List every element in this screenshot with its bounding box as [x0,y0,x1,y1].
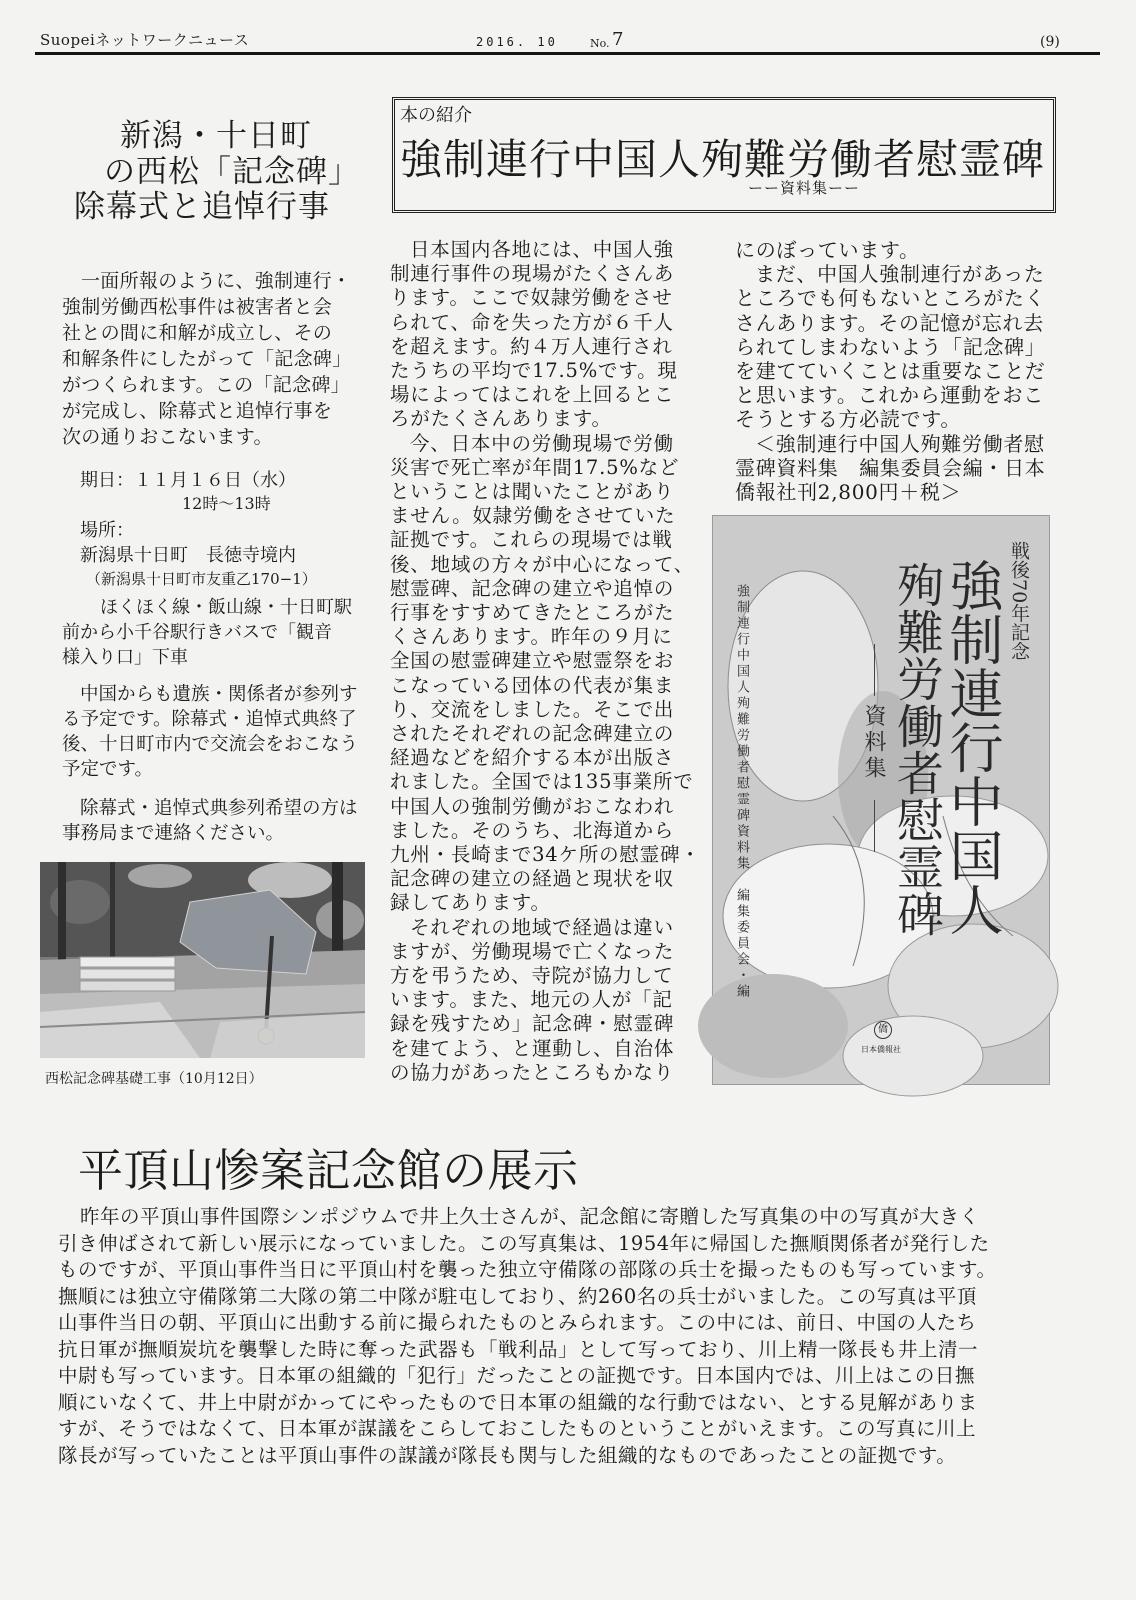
review-text-line: まだ、中国人強制連行があった [755,262,1045,287]
text-line: 予定です。 [62,759,154,780]
event-access-line: 前から小千谷駅行きバスで「観音 [62,622,332,643]
book-review-column [735,238,1053,508]
event-time: 12時～13時 [182,494,271,513]
book-review-subtitle: ーー資料集ーー [748,179,861,197]
review-text-line: 中国人の強制労働がおこなわれ [390,794,675,818]
review-text-line: ました。そのうち、北海道から [390,818,675,842]
text-line: 事務局まで連絡ください。 [62,823,285,844]
review-text-line: 災害で死亡率が年間17.5%など [390,455,680,479]
review-text-line: ＜強制連行中国人殉難労働者慰 [755,431,1045,456]
review-text-line: ますが、労働現場で亡くなった [390,939,675,963]
book-cover-image [712,515,1050,1085]
construction-photo [40,862,365,1058]
nishimatsu-headline-line: の西松「記念碑」 [104,154,360,190]
text-line: 中尉も写っています。日本軍の組織的「犯行」だったことの証拠です。日本国内では、川上はこの日撫 [58,1364,975,1387]
nishimatsu-headline-line: 新潟・十日町 [120,118,312,154]
review-text-line: られて、命を失った方が６千人 [390,310,674,334]
review-text-line: 僑報社刊2,800円＋税＞ [735,480,962,504]
cover-subtitle: 資料集 [861,704,886,782]
nishimatsu-headline-line: 除幕式と追悼行事 [74,189,330,225]
text-line: がつくられます。この「記念碑」 [62,374,350,396]
cover-dash [874,644,875,696]
review-text-line: さんあります。その記憶が忘れ去 [735,310,1044,335]
review-text-line: 証拠です。これらの現場では戦 [390,528,673,552]
text-line: 除幕式・追悼式典参列希望の方は [80,798,358,819]
review-text-line: そうとする方必読です。 [735,407,962,432]
review-text-line: 経過などを紹介する本が出版さ [390,746,675,770]
review-text-line: 九州・長崎まで34ケ所の慰霊碑・ [390,843,701,866]
text-line: 順にいなくて、井上中尉がかってにやったもので日本軍の組織的な行動ではない、とする見解がありま [58,1390,978,1414]
text-line: ものですが、平頂山事件当日に平頂山村を襲った独立守備隊の部隊の兵士を撮ったものも写っています。 [58,1258,997,1281]
review-text-line: 霊碑資料集 編集委員会編・日本 [735,455,1046,480]
text-line: 引き伸ばされて新しい展示になっていました。この写真集は、1954年に帰国した撫順関係者が発行した [58,1231,990,1255]
review-text-line: 今、日本中の労働現場で労働 [410,431,674,455]
construction-photo-image [40,862,365,1058]
photo-caption: 西松記念碑基礎工事（10月12日） [45,1071,263,1087]
review-text-line: 全国の慰霊碑建立や慰霊祭をお [390,649,675,673]
pingdingshan-headline: 平頂山惨案記念館の展示 [78,1144,579,1197]
review-text-line: こなっている団体の代表が集ま [390,673,675,697]
review-text-line: を超えます。約４万人連行され [390,334,673,358]
plank [80,957,175,967]
text-line: 山事件当日の朝、平頂山に出動する前に撮られたものとみられます。この中には、前日、中国の人たち [58,1311,977,1334]
cover-title-line: 殉難労働者慰霊碑 [889,561,944,937]
pingdingshan-body-text [58,1204,1058,1476]
text-line: 社との間に和解が成立し、その [62,322,333,344]
issue-date: 2016. 10 [476,35,558,49]
event-date: 期日：１１月１６日（水） [80,470,296,491]
text-line: 和解条件にしたがって「記念碑」 [62,348,352,370]
text-line: 中国からも遺族・関係者が参列す [80,684,358,705]
review-text-line: たうちの平均で17.5%です。現 [390,359,678,382]
publication-name: Suopeiネットワークニュース [40,31,250,49]
event-address: （新潟県十日町市友重乙170−1） [86,570,317,588]
review-text-line: 後、地域の方々が中心になって、 [390,552,695,576]
review-text-line: ります。ここで奴隷労働をさせ [390,286,673,310]
cover-anniversary: 戦後70年記念 [1008,541,1030,661]
header-rule [35,52,1100,55]
review-text-line: くさんあります。昨年の９月に [390,625,673,649]
text-line: 撫順には独立守備隊第二大隊の第二中隊が駐屯しており、約260名の兵士がいました。この写真は平頂 [58,1284,977,1308]
review-text-line: 録してあります。 [390,891,551,915]
text-line: が完成し、除幕式と追悼行事を [62,400,333,422]
review-text-line: を建てていくことは重要なことだ [735,359,1046,383]
review-text-line: の協力があったところもかなり [390,1060,675,1084]
nishimatsu-intro-text [62,268,362,454]
review-text-line: と思います。これから運動をおこ [735,383,1044,408]
book-review-label: 本の紹介 [400,105,472,126]
issue-number: 7 [612,29,624,50]
text-line: 後、十日町市内で交流会をおこなう [62,734,359,755]
review-text-line: り、交流をしました。そこで出 [390,697,675,721]
book-review-column [390,238,700,1088]
review-text-line: 方を弔うため、寺院が協力して [390,964,674,987]
review-text-line: ところでも何もないところがたく [735,286,1046,311]
tree-trunk [58,862,66,972]
review-text-line: 記念碑の建立の経過と現状を収 [390,867,675,891]
review-text-line: それぞれの地域で経過は違い [410,915,674,939]
text-line: 一面所報のように、強制連行・ [81,270,352,292]
event-place-label: 場所： [80,520,134,541]
cover-editor-credit: 強制連行中国人殉難労働者慰霊碑資料集 編集委員会・編 [734,584,749,1000]
cover-dash [874,800,875,852]
review-text-line: れました。全国では135事業所で [390,770,694,794]
review-text-line: 録を残すため」記念碑・慰霊碑 [390,1012,675,1036]
review-text-line: にのぼっています。 [735,238,920,262]
text-line: る予定です。除幕式・追悼式典終了 [62,709,357,730]
review-text-line: 慰霊碑、記念碑の建立や追悼の [390,576,675,600]
page-number: (9) [1040,34,1060,50]
event-place-name: 新潟県十日町 長徳寺境内 [80,545,296,566]
review-text-line: 制連行事件の現場がたくさんあ [390,262,675,286]
book-review-title: 強制連行中国人殉難労働者慰霊碑 [400,135,1046,184]
review-text-line: 場によってはこれを上回るとこ [390,383,675,407]
text-line: 強制労働西松事件は被害者と会 [62,296,333,318]
issue-prefix: No. [590,37,610,50]
review-text-line: を建てよう、と運動し、自治体 [390,1036,675,1060]
text-line: 抗日軍が撫順炭坑を襲撃した時に奪った武器も「戦利品」として写っており、川上精一隊長も井上清一 [58,1337,979,1361]
event-access-line: 様入り口」下車 [62,647,188,668]
text-line: すが、そうではなくて、日本軍が謀議をこらしておこしたものということがいえます。この写真に川上 [58,1417,977,1440]
event-access-line: ほくほく線・飯山線・十日町駅 [100,597,352,618]
text-line: 次の通りおこないます。 [62,426,273,448]
review-text-line: られてしまわないよう「記念碑」 [735,334,1046,359]
review-text-line: います。また、地元の人が「記 [390,988,673,1012]
text-line: 隊長が写っていたことは平頂山事件の謀議が隊長も関与した組織的なものであったことの証拠です。 [58,1443,957,1467]
nishimatsu-notice-text [62,682,362,852]
review-text-line: 日本国内各地には、中国人強 [410,238,674,261]
text-line: 昨年の平頂山事件国際シンポジウムで井上久士さんが、記念館に寄贈した写真集の中の写真が大きく [80,1205,980,1228]
review-text-line: ろがたくさんあります。 [390,407,612,431]
review-text-line: ません。奴隷労働をさせていた [390,504,676,528]
review-text-line: 行事をすすめてきたところがた [390,601,675,624]
review-text-line: ということは聞いたことがあり [390,480,675,503]
cover-title-line: 強制連行中国人 [941,558,1004,936]
cover-publisher: 日本僑報社 [861,1045,901,1054]
review-text-line: されたそれぞれの記念碑建立の [390,722,675,745]
publisher-logo-icon: 僑 [874,1021,892,1039]
